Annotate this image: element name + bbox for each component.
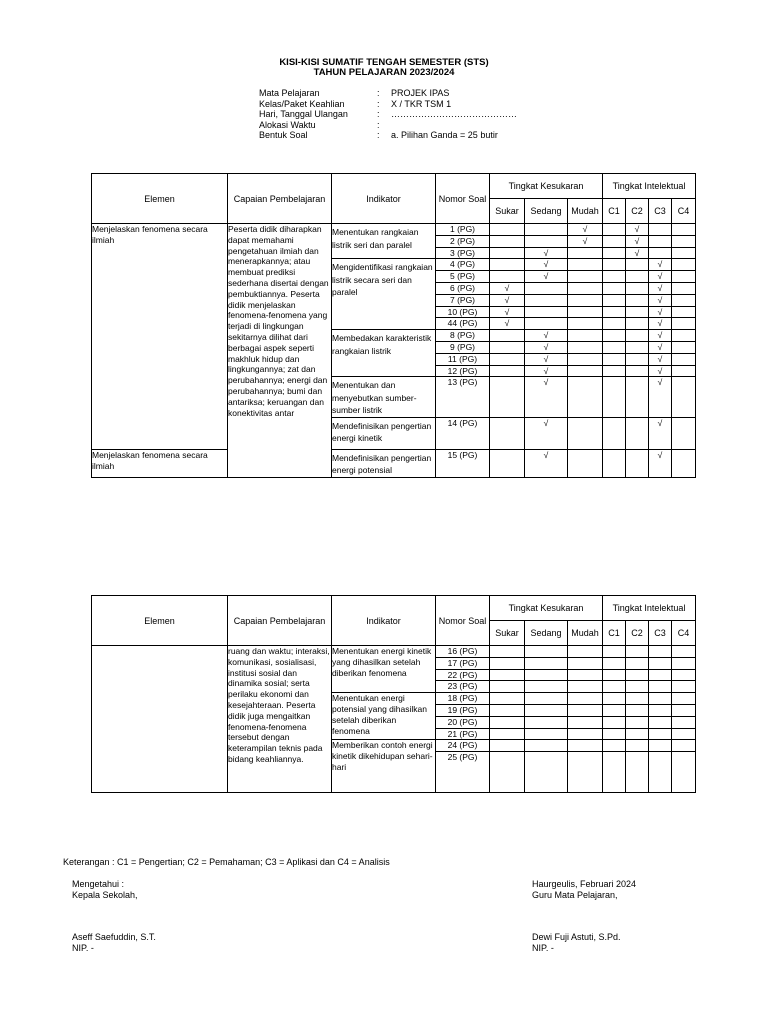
mudah-cell [568, 669, 603, 681]
c2-cell [626, 657, 649, 669]
mudah-cell [568, 377, 603, 418]
c3-check-mark: √ [649, 282, 672, 294]
c1-cell [603, 681, 626, 693]
sukar-cell [490, 681, 525, 693]
sukar-cell [490, 646, 525, 658]
indikator-cell: Mendefinisikan pengertian energi potensial [332, 449, 436, 477]
sedang-check-mark: √ [525, 259, 568, 271]
c2-cell [626, 306, 649, 318]
mudah-cell [568, 693, 603, 705]
c1-cell [603, 752, 626, 793]
c1-cell [603, 693, 626, 705]
sedang-cell [525, 294, 568, 306]
sukar-cell [490, 728, 525, 740]
c4-cell [672, 235, 696, 247]
c3-check-mark: √ [649, 318, 672, 330]
c1-cell [603, 449, 626, 477]
c3-check-mark: √ [649, 377, 672, 418]
indikator-cell: Memberikan contoh energi kinetik dikehidupan sehari-hari [332, 740, 436, 793]
header-sukar: Sukar [490, 621, 525, 646]
c2-check-mark: √ [626, 235, 649, 247]
sukar-check-mark: √ [490, 282, 525, 294]
c2-cell [626, 669, 649, 681]
c4-cell [672, 657, 696, 669]
mudah-cell [568, 740, 603, 752]
info-colon: : [377, 88, 380, 98]
nomor-soal-cell: 2 (PG) [436, 235, 490, 247]
header-c2: C2 [626, 199, 649, 224]
c4-cell [672, 294, 696, 306]
nomor-soal-cell: 20 (PG) [436, 716, 490, 728]
nomor-soal-cell: 14 (PG) [436, 417, 490, 449]
capaian-cell: ruang dan waktu; interaksi, komunikasi, sosialisasi, institusi sosial dan dinamika sosial; serta perilaku ekonomi dan kesejahteraan. Peserta didik juga mengaitkan fenomena-fenomena tersebut dengan keterampilan teknis pada bidang keahliannya. [228, 646, 332, 793]
c3-cell [649, 728, 672, 740]
nomor-soal-cell: 8 (PG) [436, 330, 490, 342]
sign-left-line1: Mengetahui : [72, 879, 125, 889]
header-tingkat-kesukaran: Tingkat Kesukaran [490, 174, 603, 199]
sukar-cell [490, 693, 525, 705]
info-colon: : [377, 98, 380, 109]
sukar-cell [490, 449, 525, 477]
c3-cell [649, 693, 672, 705]
header-elemen: Elemen [92, 596, 228, 646]
mudah-cell [568, 646, 603, 658]
c1-cell [603, 306, 626, 318]
info-value: a. Pilihan Ganda = 25 butir [391, 130, 498, 140]
sukar-cell [490, 752, 525, 793]
sukar-cell [490, 657, 525, 669]
nomor-soal-cell: 18 (PG) [436, 693, 490, 705]
c1-cell [603, 377, 626, 418]
sukar-cell [490, 417, 525, 449]
sedang-cell [525, 681, 568, 693]
nomor-soal-cell: 16 (PG) [436, 646, 490, 658]
c4-cell [672, 377, 696, 418]
header-tingkat-intelektual: Tingkat Intelektual [603, 174, 696, 199]
sukar-cell [490, 716, 525, 728]
header-c1: C1 [603, 621, 626, 646]
c4-cell [672, 318, 696, 330]
sukar-cell [490, 224, 525, 236]
sign-right-line2: Guru Mata Pelajaran, [532, 889, 618, 900]
c4-cell [672, 306, 696, 318]
c1-cell [603, 282, 626, 294]
c4-cell [672, 716, 696, 728]
c1-cell [603, 235, 626, 247]
c3-cell [649, 740, 672, 752]
nomor-soal-cell: 22 (PG) [436, 669, 490, 681]
mudah-cell [568, 330, 603, 342]
sign-right-nip: NIP. - [532, 942, 554, 953]
c4-cell [672, 681, 696, 693]
c4-cell [672, 282, 696, 294]
c1-cell [603, 259, 626, 271]
header-nomor-soal: Nomor Soal [436, 174, 490, 224]
kisi-table-1 [91, 173, 696, 478]
c3-check-mark: √ [649, 271, 672, 283]
keterangan: Keterangan : C1 = Pengertian; C2 = Pemahaman; C3 = Aplikasi dan C4 = Analisis [63, 857, 390, 867]
c4-cell [672, 247, 696, 259]
c3-cell [649, 657, 672, 669]
sign-left-name: Aseff Saefuddin, S.T. [72, 932, 156, 942]
c3-cell [649, 235, 672, 247]
sukar-cell [490, 669, 525, 681]
c1-cell [603, 247, 626, 259]
c2-cell [626, 693, 649, 705]
c4-cell [672, 728, 696, 740]
sign-left [72, 879, 156, 953]
c2-cell [626, 752, 649, 793]
mudah-cell [568, 681, 603, 693]
c4-cell [672, 341, 696, 353]
nomor-soal-cell: 17 (PG) [436, 657, 490, 669]
mudah-cell [568, 294, 603, 306]
info-label: Bentuk Soal [259, 130, 308, 140]
sedang-check-mark: √ [525, 353, 568, 365]
c2-cell [626, 259, 649, 271]
c2-cell [626, 646, 649, 658]
mudah-cell [568, 704, 603, 716]
c4-cell [672, 740, 696, 752]
nomor-soal-cell: 44 (PG) [436, 318, 490, 330]
c3-cell [649, 716, 672, 728]
header-mudah: Mudah [568, 199, 603, 224]
table-row [92, 224, 696, 236]
nomor-soal-cell: 6 (PG) [436, 282, 490, 294]
sign-left-nip: NIP. - [72, 942, 94, 953]
capaian-cell: Peserta didik diharapkan dapat memahami pengetahuan ilmiah dan menerapkannya; atau membuat prediksi sederhana disertai dengan pembuktiannya. Peserta didik menjelaskan fenomena-fenomena yang terjadi di lingkungan sekitarnya dilihat dari berbagai aspek seperti makhluk hidup dan lingkungannya; zat dan perubahannya; energi dan perubahannya; bumi dan antariksa; keruangan dan konektivitas antar [228, 224, 332, 478]
nomor-soal-cell: 25 (PG) [436, 752, 490, 793]
c2-cell [626, 318, 649, 330]
c2-check-mark: √ [626, 247, 649, 259]
c2-cell [626, 271, 649, 283]
sedang-cell [525, 318, 568, 330]
c3-cell [649, 669, 672, 681]
nomor-soal-cell: 11 (PG) [436, 353, 490, 365]
mudah-cell [568, 282, 603, 294]
indikator-cell: Mengidentifikasi rangkaian listrik secara seri dan paralel [332, 259, 436, 330]
sedang-cell [525, 728, 568, 740]
c2-cell [626, 330, 649, 342]
sign-right-line1: Haurgeulis, Februari 2024 [532, 879, 637, 889]
header-sedang: Sedang [525, 621, 568, 646]
header-c3: C3 [649, 199, 672, 224]
indikator-cell: Mendefinisikan pengertian energi kinetik [332, 417, 436, 449]
c2-cell [626, 728, 649, 740]
indikator-cell: Membedakan karakteristik rangkaian listrik [332, 330, 436, 377]
mudah-cell [568, 306, 603, 318]
mudah-cell [568, 247, 603, 259]
document-info [259, 88, 517, 141]
c2-cell [626, 704, 649, 716]
mudah-cell [568, 752, 603, 793]
sukar-cell [490, 271, 525, 283]
sedang-cell [525, 752, 568, 793]
c4-cell [672, 224, 696, 236]
info-label: Kelas/Paket Keahlian [259, 98, 345, 109]
header-sedang: Sedang [525, 199, 568, 224]
c1-cell [603, 704, 626, 716]
info-colon: : [377, 119, 380, 130]
info-colon: : [377, 130, 380, 140]
nomor-soal-cell: 12 (PG) [436, 365, 490, 377]
sign-left-line2: Kepala Sekolah, [72, 889, 138, 900]
sedang-check-mark: √ [525, 417, 568, 449]
sedang-cell [525, 740, 568, 752]
c2-cell [626, 716, 649, 728]
mudah-cell [568, 341, 603, 353]
sedang-check-mark: √ [525, 247, 568, 259]
info-colon: : [377, 109, 380, 119]
table-row [92, 646, 696, 658]
c1-cell [603, 657, 626, 669]
c2-check-mark: √ [626, 224, 649, 236]
c3-cell [649, 752, 672, 793]
mudah-check-mark: √ [568, 224, 603, 236]
c4-cell [672, 752, 696, 793]
c1-cell [603, 330, 626, 342]
mudah-cell [568, 271, 603, 283]
c1-cell [603, 417, 626, 449]
info-value: …………………………………… [391, 109, 517, 119]
c4-cell [672, 271, 696, 283]
c1-cell [603, 716, 626, 728]
sukar-cell [490, 259, 525, 271]
nomor-soal-cell: 21 (PG) [436, 728, 490, 740]
sukar-cell [490, 341, 525, 353]
c2-cell [626, 294, 649, 306]
c2-cell [626, 341, 649, 353]
nomor-soal-cell: 5 (PG) [436, 271, 490, 283]
nomor-soal-cell: 9 (PG) [436, 341, 490, 353]
c1-cell [603, 365, 626, 377]
indikator-cell: Menentukan rangkaian listrik seri dan paralel [332, 224, 436, 259]
document-subtitle: TAHUN PELAJARAN 2023/2024 [313, 67, 455, 78]
c4-cell [672, 449, 696, 477]
info-value: X / TKR TSM 1 [391, 98, 452, 109]
c3-cell [649, 247, 672, 259]
indikator-cell: Menentukan energi kinetik yang dihasilkan setelah diberikan fenomena [332, 646, 436, 693]
c3-check-mark: √ [649, 341, 672, 353]
sukar-cell [490, 330, 525, 342]
c3-check-mark: √ [649, 330, 672, 342]
c3-check-mark: √ [649, 449, 672, 477]
c2-cell [626, 353, 649, 365]
nomor-soal-cell: 19 (PG) [436, 704, 490, 716]
c1-cell [603, 728, 626, 740]
mudah-cell [568, 449, 603, 477]
c4-cell [672, 704, 696, 716]
info-row [259, 109, 517, 120]
sukar-check-mark: √ [490, 306, 525, 318]
sedang-cell [525, 693, 568, 705]
document-title: KISI-KISI SUMATIF TENGAH SEMESTER (STS) [279, 57, 489, 68]
indikator-cell: Menentukan dan menyebutkan sumber-sumber listrik [332, 377, 436, 418]
sign-right [532, 879, 636, 953]
nomor-soal-cell: 23 (PG) [436, 681, 490, 693]
sedang-cell [525, 716, 568, 728]
nomor-soal-cell: 10 (PG) [436, 306, 490, 318]
c3-check-mark: √ [649, 353, 672, 365]
mudah-cell [568, 318, 603, 330]
elemen-cell: Menjelaskan fenomena secara ilmiah [92, 224, 228, 450]
nomor-soal-cell: 24 (PG) [436, 740, 490, 752]
sedang-cell [525, 704, 568, 716]
mudah-check-mark: √ [568, 235, 603, 247]
mudah-cell [568, 417, 603, 449]
sedang-check-mark: √ [525, 271, 568, 283]
sukar-check-mark: √ [490, 294, 525, 306]
header-mudah: Mudah [568, 621, 603, 646]
c2-cell [626, 681, 649, 693]
c4-cell [672, 646, 696, 658]
sedang-cell [525, 657, 568, 669]
c1-cell [603, 646, 626, 658]
c4-cell [672, 365, 696, 377]
sign-right-name: Dewi Fuji Astuti, S.Pd. [532, 932, 621, 942]
info-label: Alokasi Waktu [259, 119, 316, 130]
c1-cell [603, 353, 626, 365]
sedang-cell [525, 669, 568, 681]
header-c3: C3 [649, 621, 672, 646]
mudah-cell [568, 365, 603, 377]
header-capaian: Capaian Pembelajaran [228, 596, 332, 646]
c1-cell [603, 318, 626, 330]
sukar-cell [490, 377, 525, 418]
info-row [259, 88, 517, 99]
sedang-cell [525, 646, 568, 658]
nomor-soal-cell: 3 (PG) [436, 247, 490, 259]
c3-check-mark: √ [649, 306, 672, 318]
sukar-cell [490, 247, 525, 259]
header-indikator: Indikator [332, 174, 436, 224]
elemen-cell [92, 646, 228, 793]
nomor-soal-cell: 7 (PG) [436, 294, 490, 306]
mudah-cell [568, 259, 603, 271]
sukar-cell [490, 353, 525, 365]
c4-cell [672, 330, 696, 342]
header-c2: C2 [626, 621, 649, 646]
c2-cell [626, 377, 649, 418]
c3-check-mark: √ [649, 294, 672, 306]
c4-cell [672, 693, 696, 705]
c4-cell [672, 259, 696, 271]
mudah-cell [568, 353, 603, 365]
mudah-cell [568, 657, 603, 669]
header-indikator: Indikator [332, 596, 436, 646]
c1-cell [603, 740, 626, 752]
header-c1: C1 [603, 199, 626, 224]
c4-cell [672, 669, 696, 681]
elemen-cell: Menjelaskan fenomena secara ilmiah [92, 449, 228, 477]
c3-check-mark: √ [649, 259, 672, 271]
nomor-soal-cell: 13 (PG) [436, 377, 490, 418]
header-tingkat-kesukaran: Tingkat Kesukaran [490, 596, 603, 621]
header-c4: C4 [672, 199, 696, 224]
c2-cell [626, 365, 649, 377]
info-row [259, 120, 517, 131]
info-label: Mata Pelajaran [259, 88, 320, 98]
c3-check-mark: √ [649, 417, 672, 449]
sedang-cell [525, 224, 568, 236]
sedang-check-mark: √ [525, 377, 568, 418]
c1-cell [603, 224, 626, 236]
sukar-cell [490, 235, 525, 247]
c4-cell [672, 353, 696, 365]
mudah-cell [568, 716, 603, 728]
nomor-soal-cell: 15 (PG) [436, 449, 490, 477]
sedang-check-mark: √ [525, 341, 568, 353]
sedang-check-mark: √ [525, 330, 568, 342]
sukar-check-mark: √ [490, 318, 525, 330]
info-value: PROJEK IPAS [391, 88, 450, 98]
c3-cell [649, 681, 672, 693]
sukar-cell [490, 704, 525, 716]
header-c4: C4 [672, 621, 696, 646]
c3-cell [649, 224, 672, 236]
nomor-soal-cell: 1 (PG) [436, 224, 490, 236]
header-capaian: Capaian Pembelajaran [228, 174, 332, 224]
sukar-cell [490, 740, 525, 752]
sedang-check-mark: √ [525, 365, 568, 377]
c2-cell [626, 417, 649, 449]
nomor-soal-cell: 4 (PG) [436, 259, 490, 271]
c3-cell [649, 646, 672, 658]
kisi-table-2 [91, 595, 696, 793]
info-label: Hari, Tanggal Ulangan [259, 109, 348, 119]
c1-cell [603, 669, 626, 681]
c3-cell [649, 704, 672, 716]
sedang-check-mark: √ [525, 449, 568, 477]
c2-cell [626, 449, 649, 477]
header-tingkat-intelektual: Tingkat Intelektual [603, 596, 696, 621]
sedang-cell [525, 235, 568, 247]
mudah-cell [568, 728, 603, 740]
header-sukar: Sukar [490, 199, 525, 224]
c2-cell [626, 282, 649, 294]
sedang-cell [525, 306, 568, 318]
c1-cell [603, 271, 626, 283]
table-row [92, 449, 696, 477]
sedang-cell [525, 282, 568, 294]
header-elemen: Elemen [92, 174, 228, 224]
sukar-cell [490, 365, 525, 377]
c4-cell [672, 417, 696, 449]
c2-cell [626, 740, 649, 752]
info-row [259, 130, 517, 141]
info-row [259, 99, 517, 110]
c3-check-mark: √ [649, 365, 672, 377]
indikator-cell: Menentukan energi potensial yang dihasilkan setelah diberikan fenomena [332, 693, 436, 740]
header-nomor-soal: Nomor Soal [436, 596, 490, 646]
c1-cell [603, 341, 626, 353]
c1-cell [603, 294, 626, 306]
